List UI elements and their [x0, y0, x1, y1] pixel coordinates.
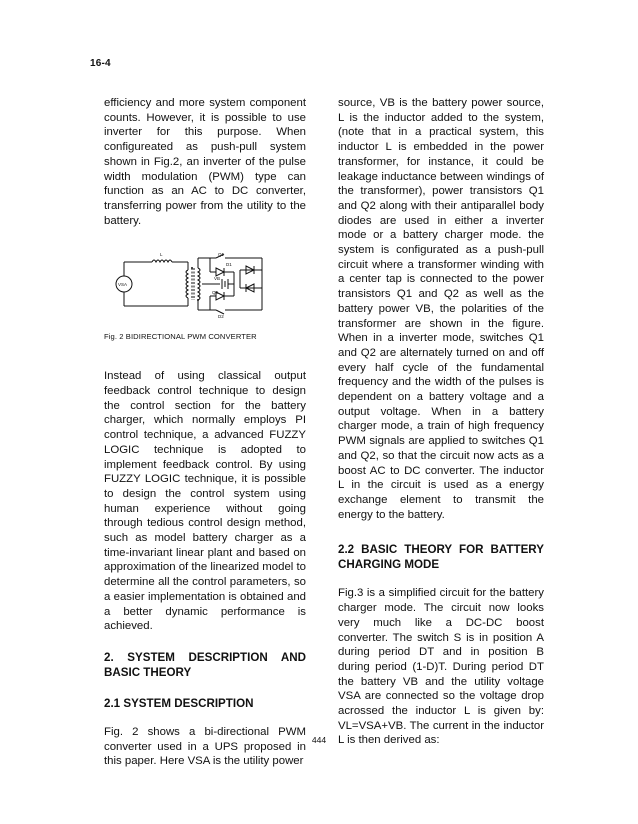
right-paragraph-2: Fig.3 is a simplified circuit for the battery charger mode. The circuit now looks very much like a DC-DC boost converter. The switch S is in position A during period DT and in position B during period (1-D)T. During period DT the battery VB and the utility voltage VSA are connected so the voltage drop acrossed the inductor L is given by: VL=VSA+VB. The current in the inductor L is then derived as: — [338, 587, 544, 747]
page-header-label: 16-4 — [90, 58, 111, 69]
inductor-label: L — [160, 252, 163, 258]
q1-label: Q1 — [218, 252, 225, 258]
section-2-heading: 2. SYSTEM DESCRIPTION AND BASIC THEORY — [104, 650, 306, 679]
left-column — [104, 96, 306, 769]
right-column — [338, 96, 544, 748]
figure-2-caption: Fig. 2 BIDIRECTIONAL PWM CONVERTER — [104, 332, 257, 342]
right-paragraph-1: source, VB is the battery power source, L is the inductor added to the system, (note that in a practical system, this inductor L is embedded in the power transformer, for instance, it could be leakage inductance between windings of the transformer), power transistors Q1 and Q2 along with their antiparallel body diodes are used in either a inverter mode or a battery charger mode. the system is configurated as a push-pull circuit where a transformer winding with a center tap is connected to the power transistors Q1 and Q2 as well as the battery power VB, the polarities of the transformer are shown in the figure. When in a inverter mode, switches Q1 and Q2 are alternately turned on and off every half cycle of the fundamental frequency and the width of the pulses is dependent on a battery voltage and a output voltage. When in a battery charger mode, a train of high frequency PWM signals are applied to switches Q1 and Q2, so that the circuit now acts as a boost AC to DC converter. The inductor L in the circuit is used as a energy exchange element to transmit the energy to the battery. — [338, 97, 544, 521]
d2-label: D2 — [218, 314, 224, 320]
left-paragraph-1: efficiency and more system component counts. However, it is possible to use inverter for this purpose. When configureated as push-pull system shown in Fig.2, an inverter of the pulse width modulation (PWM) type can function as an AC to DC converter, transferring power from the utility to the battery. — [104, 97, 306, 227]
q2-label: Q2 — [212, 290, 219, 296]
page-number: 444 — [311, 735, 327, 745]
left-paragraph-3: Fig. 2 shows a bi-directional PWM converter used in a UPS proposed in this paper. Here VSA is the utility power — [104, 725, 306, 768]
section-2-2-heading: 2.2 BASIC THEORY FOR BATTERY CHARGING MODE — [338, 543, 544, 572]
section-2-1-heading: 2.1 SYSTEM DESCRIPTION — [104, 696, 254, 710]
d1-label: D1 — [226, 262, 232, 268]
figure-2-circuit — [104, 250, 306, 320]
source-label: VSA — [118, 282, 128, 288]
vb-label: VB — [214, 276, 221, 282]
left-paragraph-2: Instead of using classical output feedback control technique to design the control section for the battery charger, which normally employs PI control technique, a advanced FUZZY LOGIC technique is adopted to implement feedback control. By using FUZZY LOGIC technique, it is possible to design the control system using human experience without going through tedious control design method, such as model battery charger as a time-invariant linear plant and based on approximation of the linearized model to determine all the control parameters, so a easier implementation is obtained and a better dynamic performance is achieved. — [104, 370, 306, 633]
bidirectional-pwm-converter-schematic — [112, 250, 282, 320]
